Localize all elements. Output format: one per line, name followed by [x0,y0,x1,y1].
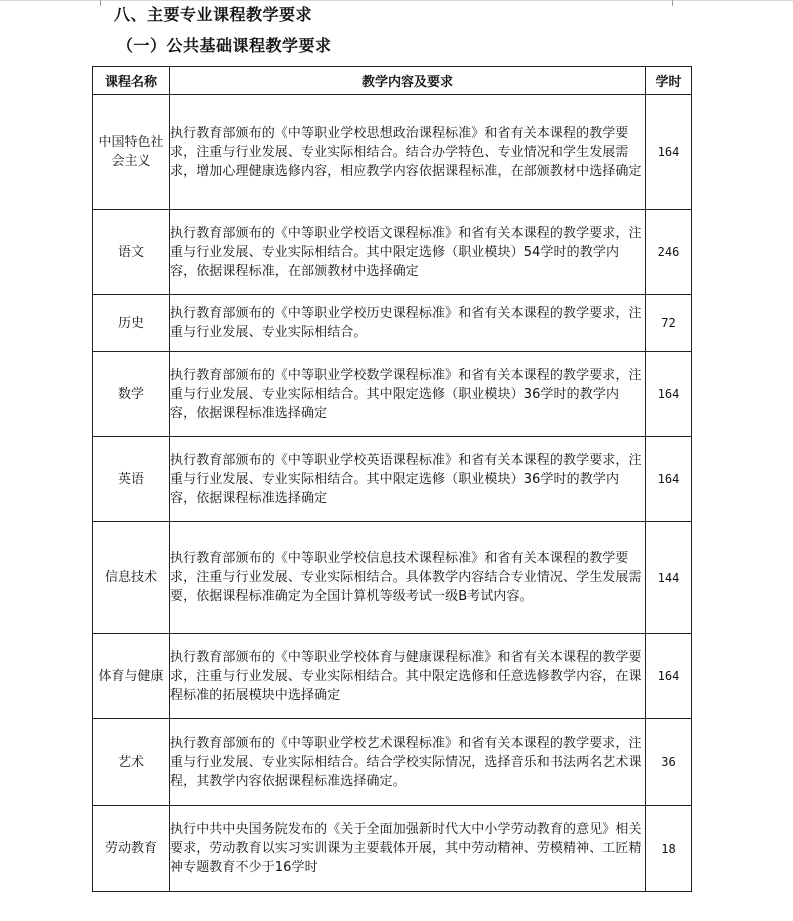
course-name: 语文 [93,210,170,295]
course-content: 执行教育部颁布的《中等职业学校数学课程标准》和省有关本课程的教学要求，注重与行业发展、专业实际相结合。其中限定选修（职业模块）36学时的教学内容，依据课程标准选择确定 [170,352,646,437]
header-hours: 学时 [646,67,692,95]
course-hours: 164 [646,437,692,522]
table-row [93,210,692,295]
subsection-title: （一）公共基础课程教学要求 [117,36,332,55]
header-content: 教学内容及要求 [170,67,646,95]
course-content: 执行教育部颁布的《中等职业学校英语课程标准》和省有关本课程的教学要求，注重与行业发展、专业实际相结合。其中限定选修（职业模块）36学时的教学内容，依据课程标准选择确定 [170,437,646,522]
margin-crop-mark-right [672,0,673,6]
course-content: 执行中共中央国务院发布的《关于全面加强新时代大中小学劳动教育的意见》相关要求，劳动教育以实习实训课为主要载体开展，其中劳动精神、劳模精神、工匠精神专题教育不少于16学时 [170,806,646,892]
course-hours: 144 [646,522,692,634]
course-content: 执行教育部颁布的《中等职业学校信息技术课程标准》和省有关本课程的教学要求，注重与行业发展、专业实际相结合。具体教学内容结合专业情况、学生发展需要，依据课程标准确定为全国计算机等级考试一级B考试内容。 [170,522,646,634]
course-hours: 72 [646,295,692,352]
table-row [93,295,692,352]
course-content: 执行教育部颁布的《中等职业学校体育与健康课程标准》和省有关本课程的教学要求，注重与行业发展、专业实际相结合。其中限定选修和任意选修教学内容，在课程标准的拓展模块中选择确定 [170,634,646,719]
course-name: 历史 [93,295,170,352]
table-row [93,437,692,522]
table-row [93,806,692,892]
course-hours: 164 [646,95,692,210]
course-requirements-table [92,66,692,892]
course-name: 数学 [93,352,170,437]
course-hours: 164 [646,352,692,437]
course-content: 执行教育部颁布的《中等职业学校艺术课程标准》和省有关本课程的教学要求，注重与行业发展、专业实际相结合。结合学校实际情况，选择音乐和书法两名艺术课程，其教学内容依据课程标准选择确定。 [170,719,646,806]
header-course-name: 课程名称 [93,67,170,95]
course-name: 信息技术 [93,522,170,634]
course-name: 英语 [93,437,170,522]
section-title: 八、主要专业课程教学要求 [114,5,313,24]
margin-crop-mark-left [100,0,101,6]
course-name: 体育与健康 [93,634,170,719]
table-row [93,634,692,719]
course-hours: 164 [646,634,692,719]
course-name: 中国特色社会主义 [93,95,170,210]
table-row [93,95,692,210]
course-content: 执行教育部颁布的《中等职业学校思想政治课程标准》和省有关本课程的教学要求，注重与行业发展、专业实际相结合。结合办学特色、专业情况和学生发展需求，增加心理健康选修内容，相应教学内容依据课程标准，在部颁教材中选择确定 [170,95,646,210]
table-header-row [93,67,692,95]
table-row [93,719,692,806]
course-name: 艺术 [93,719,170,806]
course-hours: 246 [646,210,692,295]
course-hours: 18 [646,806,692,892]
course-content: 执行教育部颁布的《中等职业学校语文课程标准》和省有关本课程的教学要求，注重与行业发展、专业实际相结合。其中限定选修（职业模块）54学时的教学内容，依据课程标准，在部颁教材中选择确定 [170,210,646,295]
course-hours: 36 [646,719,692,806]
table-row [93,352,692,437]
course-name: 劳动教育 [93,806,170,892]
table-row [93,522,692,634]
course-content: 执行教育部颁布的《中等职业学校历史课程标准》和省有关本课程的教学要求，注重与行业发展、专业实际相结合。 [170,295,646,352]
page-top-border [0,0,793,1]
